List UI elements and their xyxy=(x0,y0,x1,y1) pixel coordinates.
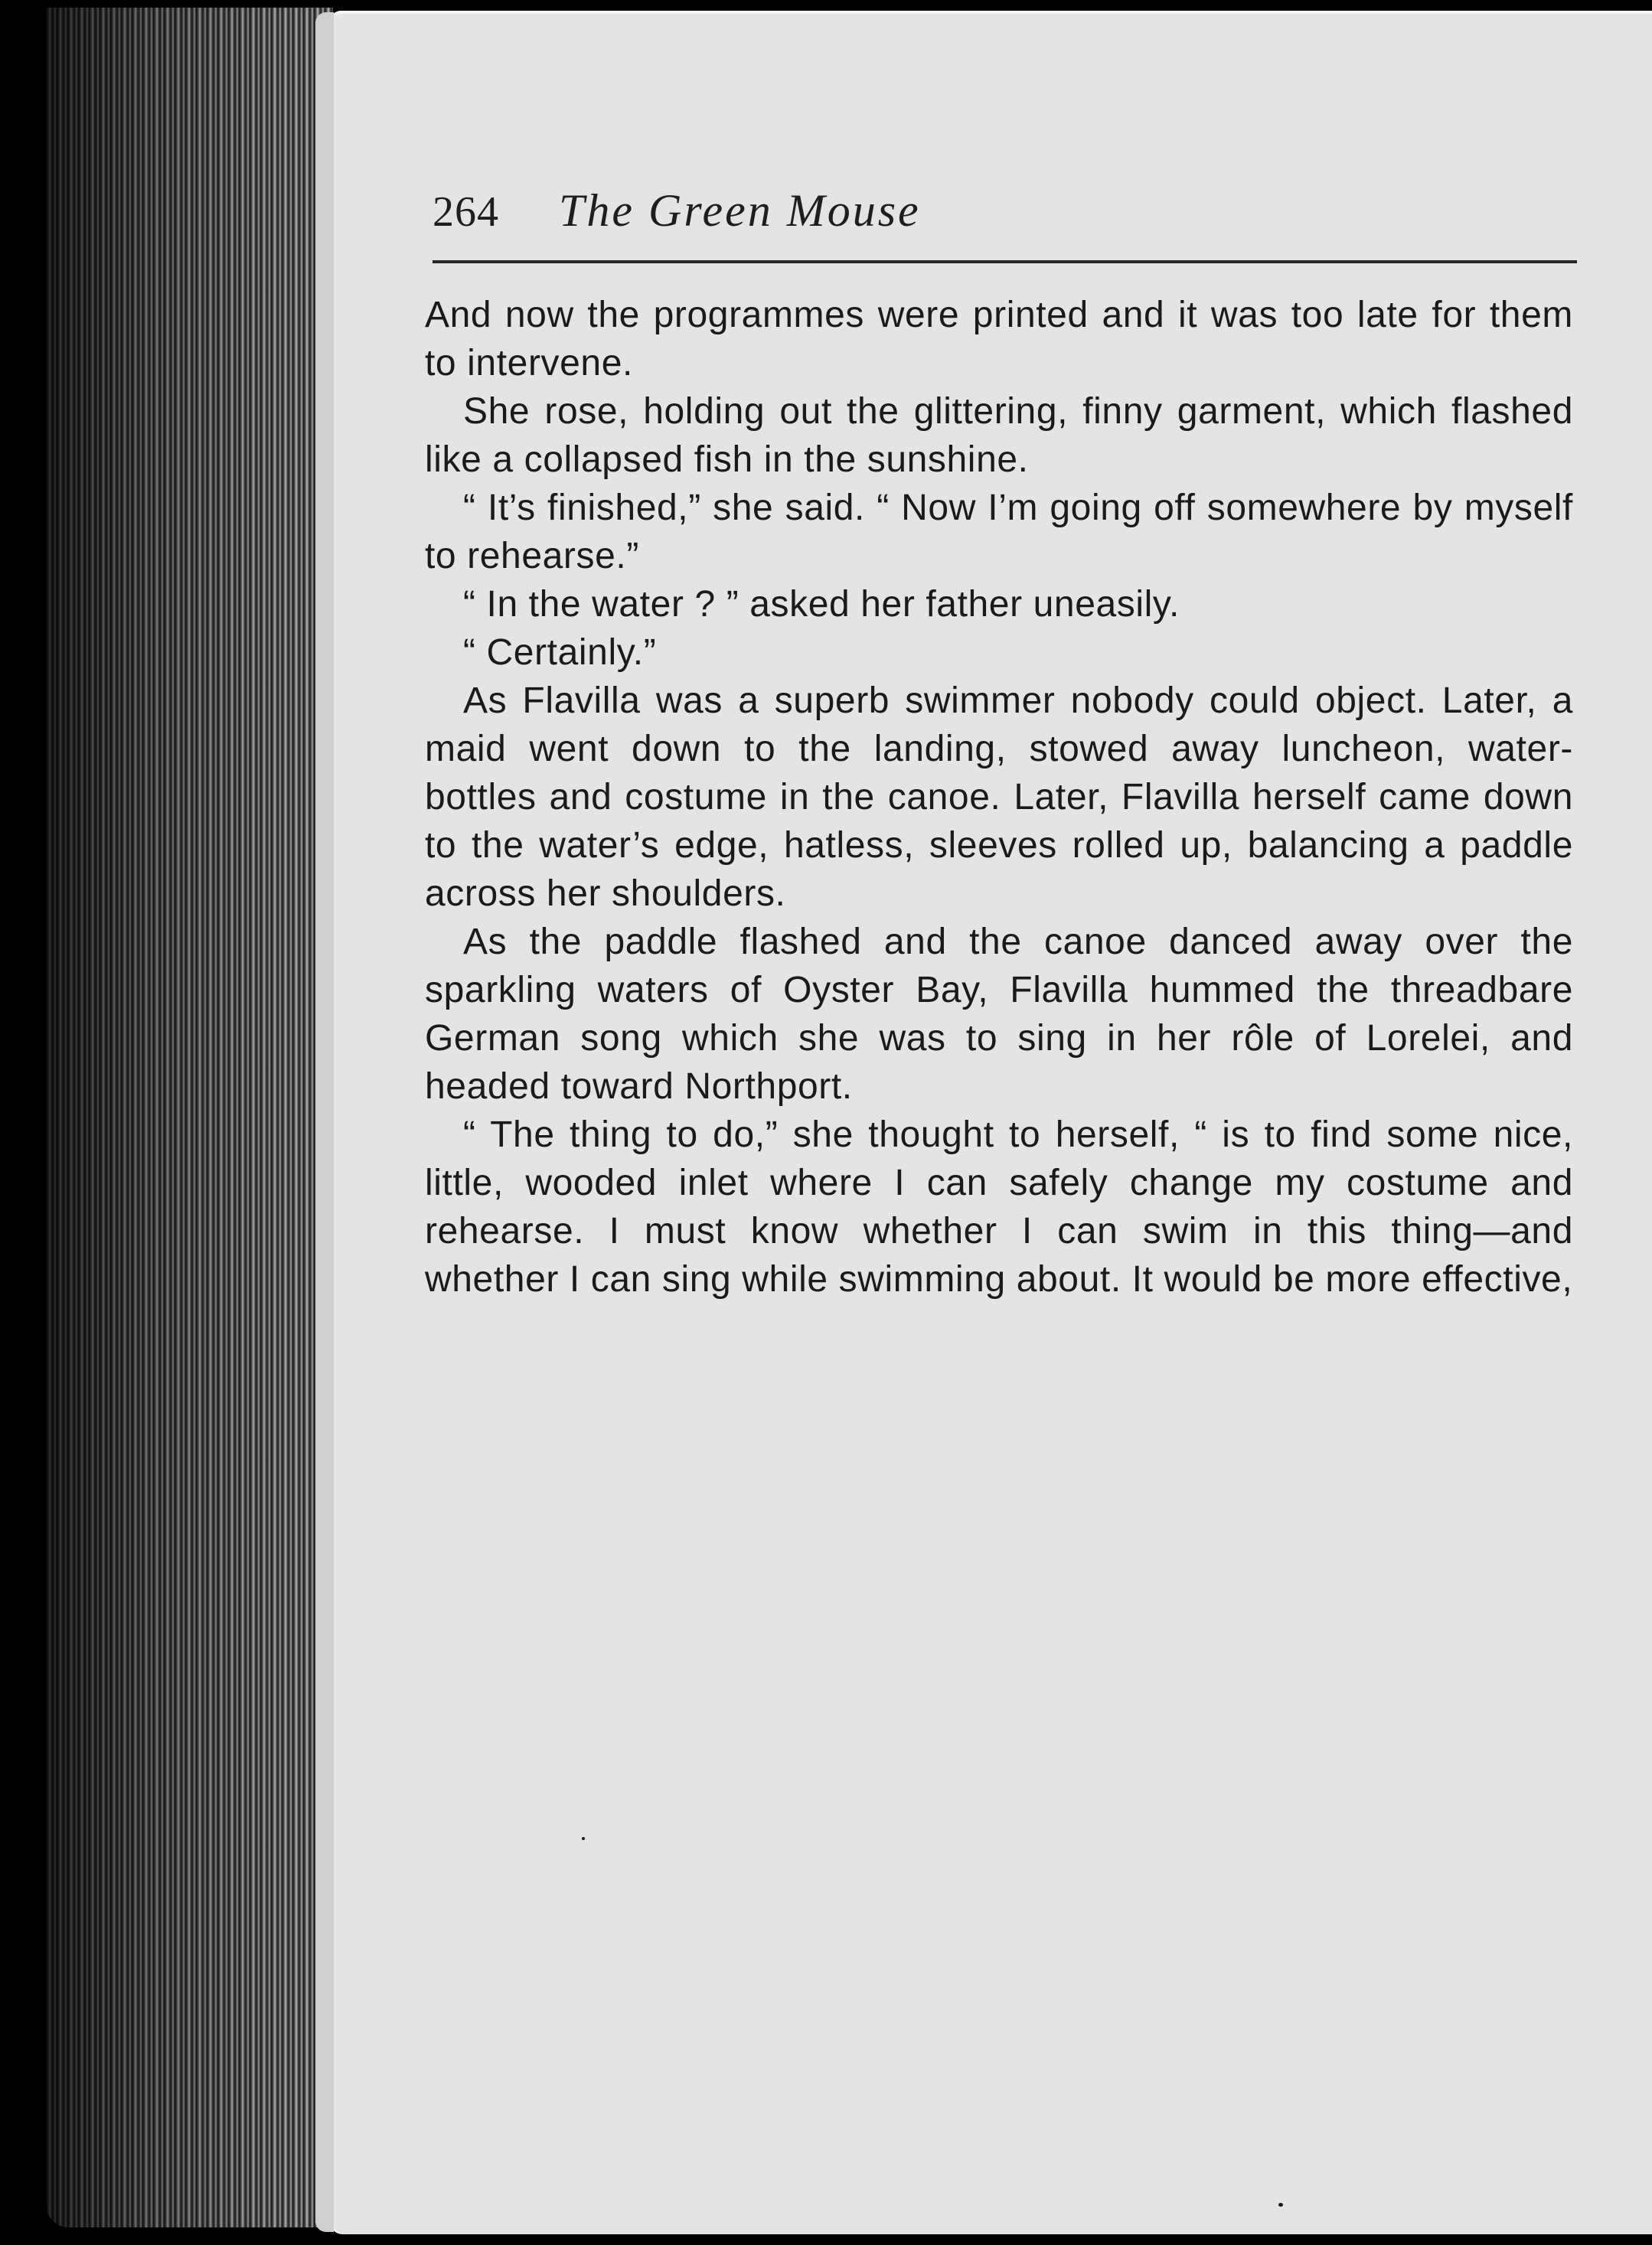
page-header xyxy=(433,180,1577,264)
paragraph: “ It’s finished,” she said. “ Now I’m going off somewhere by myself to rehearse.” xyxy=(425,488,1573,576)
paragraph: “ Certainly.” xyxy=(463,632,657,673)
book-page-edges xyxy=(46,8,333,2227)
body-text xyxy=(425,291,1573,1304)
scan-speck xyxy=(582,1837,585,1840)
header-rule xyxy=(433,260,1577,263)
paragraph: “ In the water ? ” asked her father uneasily. xyxy=(463,584,1180,625)
paragraph: “ The thing to do,” she thought to herself, “ is to find some nice, little, wooded inlet where I can safely change my costume and rehearse. I must know whether I can swim in this thing—and whether I can sing while swimming about. It would be more effective, xyxy=(425,1114,1573,1300)
paragraph: And now the programmes were printed and it was too late for them to intervene. xyxy=(425,295,1573,383)
running-head: The Green Mouse xyxy=(559,185,921,236)
page-number: 264 xyxy=(433,188,499,236)
paragraph: She rose, holding out the glittering, finny garment, which flashed like a collapsed fish in the sunshine. xyxy=(425,391,1573,480)
scan-speck xyxy=(1278,2203,1283,2207)
paragraph: As Flavilla was a superb swimmer nobody could object. Later, a maid went down to the landing, stowed away luncheon, water-bottles and costume in the canoe. Later, Flavilla herself came down to the water’s edge, hatless, sleeves rolled up, balancing a paddle across her shoulders. xyxy=(425,680,1573,914)
paragraph: As the paddle flashed and the canoe danced away over the sparkling waters of Oyster Bay, Flavilla hummed the threadbare German song which she was to sing in her rôle of Lorelei, and headed toward Northport. xyxy=(425,922,1573,1107)
